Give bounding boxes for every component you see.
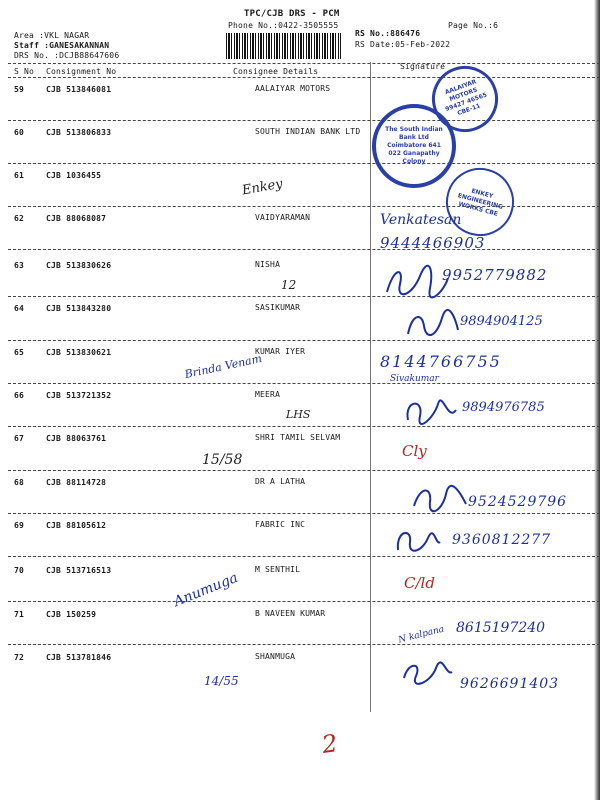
row-consignment: CJB 513846081 [46, 85, 112, 94]
row-sno: 66 [14, 391, 25, 400]
row-divider [8, 296, 600, 297]
row-consignment: CJB 88114728 [46, 478, 107, 487]
row-sno: 65 [14, 348, 25, 357]
col-consignment: Consignment No [46, 67, 117, 76]
row-consignee: NISHA [255, 260, 281, 269]
page-number: Page No.:6 [448, 21, 499, 30]
enkey-engineering-stamp: ENKEY ENGINEERING WORKS CBE [438, 160, 521, 243]
row-consignment: CJB 1036455 [46, 171, 102, 180]
scribble-signature [382, 262, 452, 302]
signature-column-divider [370, 62, 371, 712]
row-divider [8, 470, 600, 471]
aalaiyar-motors-stamp: AALAIYAR MOTORS 99427 46565 CBE-11 [423, 57, 508, 142]
row-divider [8, 601, 600, 602]
scribble-signature [400, 394, 460, 426]
row-sno: 62 [14, 214, 25, 223]
row-consignment: CJB 513843280 [46, 304, 112, 313]
row-divider [8, 556, 600, 557]
handwritten-note: 15/58 [202, 452, 243, 468]
row-sno: 69 [14, 521, 25, 530]
handwritten-signature: N kalpana [397, 624, 446, 646]
row-consignment: CJB 513781846 [46, 653, 112, 662]
scribble-signature [392, 526, 442, 556]
handwritten-phone: 9626691403 [460, 676, 560, 692]
handwritten-note: 14/55 [204, 674, 239, 688]
row-sno: 59 [14, 85, 25, 94]
row-divider [8, 513, 600, 514]
row-consignee: SOUTH INDIAN BANK LTD [255, 127, 361, 136]
row-consignee: AALAIYAR MOTORS [255, 84, 331, 93]
row-sno: 71 [14, 610, 25, 619]
barcode [226, 33, 341, 59]
row-sno: 67 [14, 434, 25, 443]
south-indian-bank-stamp: The South Indian Bank Ltd Coimbatore 641 022 Ganapathy Colony [372, 104, 456, 188]
row-consignment: CJB 513721352 [46, 391, 112, 400]
row-consignee: SHRI TAMIL SELVAM [255, 433, 341, 442]
row-sno: 63 [14, 261, 25, 270]
row-divider [8, 383, 600, 384]
handwritten-phone: 9444466903 [380, 234, 486, 252]
handwritten-phone: 9360812277 [452, 532, 552, 548]
row-consignee: SHANMUGA [255, 652, 296, 661]
col-signature: Signature [400, 62, 446, 71]
row-divider [8, 426, 600, 427]
row-consignment: CJB 513806833 [46, 128, 112, 137]
scribble-signature [410, 482, 470, 516]
row-consignment: CJB 150259 [46, 610, 97, 619]
handwritten-note: 12 [281, 278, 297, 292]
row-consignment: CJB 88105612 [46, 521, 107, 530]
handwritten-phone: 8144766755 [380, 352, 502, 371]
row-consignment: CJB 513830621 [46, 348, 112, 357]
rs-number: RS No.:886476 [355, 29, 421, 38]
row-sno: 64 [14, 304, 25, 313]
handwritten-name: Sivakumar [390, 374, 439, 384]
handwritten-note: Brinda Venam [183, 351, 264, 382]
row-consignee: VAIDYARAMAN [255, 213, 311, 222]
row-sno: 70 [14, 566, 25, 575]
handwritten-phone: 9524529796 [468, 494, 568, 510]
row-consignee: KUMAR IYER [255, 347, 306, 356]
header-top-rule [8, 63, 600, 64]
row-consignee: FABRIC INC [255, 520, 306, 529]
page-mark: 2 [320, 729, 340, 759]
handwritten-signature: Venkatesan [380, 212, 462, 228]
row-divider [8, 249, 600, 250]
handwritten-phone: 9894976785 [462, 400, 545, 415]
row-consignee: DR A LATHA [255, 477, 306, 486]
rs-date: RS Date:05-Feb-2022 [355, 40, 451, 49]
handwritten-phone: 9894904125 [460, 314, 543, 329]
col-sno: S No [14, 67, 35, 76]
row-consignment: CJB 88063761 [46, 434, 107, 443]
row-sno: 60 [14, 128, 25, 137]
area-label: Area :VKL NAGAR [14, 31, 90, 40]
row-divider [8, 644, 600, 645]
handwritten-mark: C/ld [404, 574, 435, 592]
header-bottom-rule [8, 77, 600, 78]
row-consignee: M SENTHIL [255, 565, 301, 574]
handwritten-mark: Cly [402, 442, 427, 460]
handwritten-note: Enkey [241, 176, 284, 199]
handwritten-phone: 9952779882 [442, 266, 548, 284]
row-consignment: CJB 513830626 [46, 261, 112, 270]
phone-number: Phone No.:0422-3505555 [228, 21, 339, 30]
handwritten-phone: 8615197240 [456, 620, 546, 636]
document-title: TPC/CJB DRS - PCM [244, 9, 340, 19]
col-consignee: Consignee Details [233, 67, 319, 76]
row-consignee: B NAVEEN KUMAR [255, 609, 326, 618]
row-sno: 72 [14, 653, 25, 662]
row-sno: 61 [14, 171, 25, 180]
row-consignee: MEERA [255, 390, 281, 399]
row-divider [8, 340, 600, 341]
handwritten-note: LHS [286, 408, 311, 421]
row-divider [8, 163, 600, 164]
row-consignee: SASIKUMAR [255, 303, 301, 312]
row-sno: 68 [14, 478, 25, 487]
staff-label: Staff :GANESAKANNAN [14, 41, 110, 50]
drs-number: DRS No. :DCJB88647606 [14, 51, 120, 60]
row-divider [8, 120, 600, 121]
scribble-signature [398, 658, 454, 688]
row-consignment: CJB 88068087 [46, 214, 107, 223]
handwritten-note: Anumuga [171, 569, 241, 611]
row-consignment: CJB 513716513 [46, 566, 112, 575]
scribble-signature [402, 306, 462, 342]
